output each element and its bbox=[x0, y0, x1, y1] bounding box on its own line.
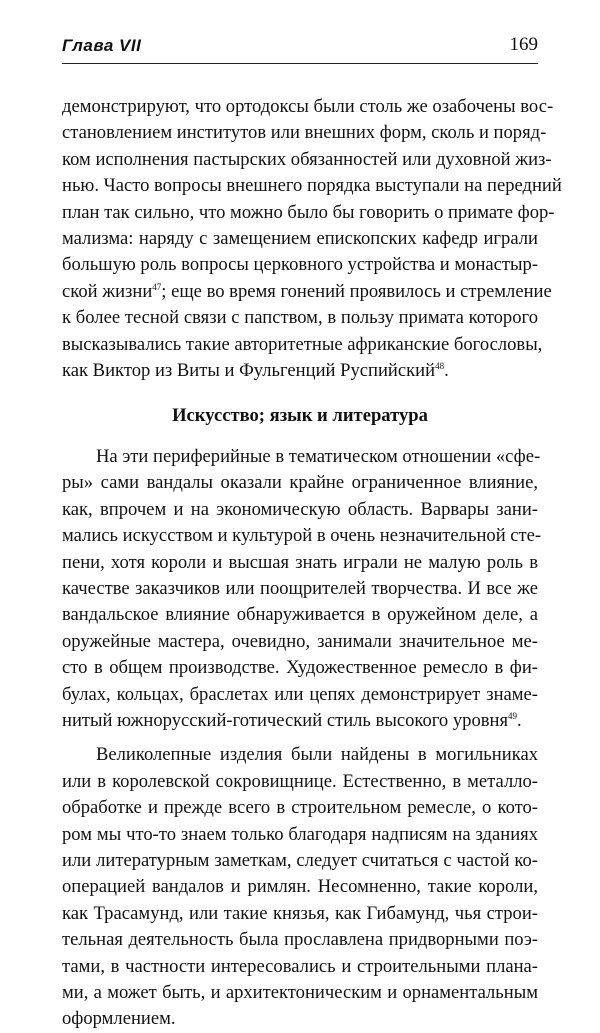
text-line: к более тесной связи с папством, в пользу примата которого bbox=[62, 307, 538, 329]
text-line: ми, а может быть, и архитектоническим и орнаментальным bbox=[62, 982, 538, 1003]
line-text-after: . bbox=[517, 709, 522, 731]
text-line: булах, кольцах, браслетах или цепях демонстрирует знаме- bbox=[62, 683, 538, 705]
text-line bbox=[62, 708, 538, 734]
chapter-title: Глава VII bbox=[62, 36, 142, 55]
text-line: демонстрируют, что ортодоксы были столь же озабочены вос- bbox=[62, 96, 554, 117]
text-line: или литературным заметкам, следует считаться с частой ко- bbox=[62, 849, 538, 871]
line-text-after: ; еще во время гонений проявилось и стремление bbox=[161, 280, 552, 302]
text-line: или в королевской сокровищнице. Естественно, в металло- bbox=[62, 770, 538, 792]
paragraph-2 bbox=[62, 444, 542, 734]
line-text-after: . bbox=[444, 360, 449, 382]
line-text: как Виктор из Виты и Фульгенций Руспийский bbox=[62, 360, 436, 382]
text-line: ры» сами вандалы оказали крайне ограниченное влияние, bbox=[62, 472, 538, 494]
text-line bbox=[62, 279, 552, 305]
text-line: становлением институтов или внешних форм, сколь и поряд- bbox=[62, 122, 547, 144]
text-line: оружейные мастера, очевидно, занимали значительное ме- bbox=[62, 630, 538, 652]
text-line: качестве заказчиков или поощрителей творчества. И все же bbox=[62, 577, 538, 599]
text-line: вандальское влияние обнаруживается в оружейном деле, а bbox=[62, 604, 538, 626]
footnote-ref: 48 bbox=[435, 360, 445, 371]
paragraph-3 bbox=[62, 742, 538, 1032]
text-line: мализма: наряду с замещением епископских кафедр играли bbox=[62, 228, 538, 250]
footnote-ref: 47 bbox=[152, 281, 162, 292]
text-line: большую роль вопросы церковного устройства и монастыр- bbox=[62, 254, 539, 276]
paragraph-gap bbox=[62, 734, 538, 742]
text-line: как Трасамунд, или такие князья, как Гибамунд, чья строи- bbox=[62, 902, 538, 924]
text-line: план так сильно, что можно было бы говорить о примате фор- bbox=[62, 201, 555, 223]
text-line: Великолепные изделия были найдены в могильниках bbox=[96, 744, 538, 766]
text-line: На эти периферийные в тематическом отношении «сфе- bbox=[96, 445, 541, 467]
text-line: сто в общем производстве. Художественное ремесло в фи- bbox=[62, 657, 538, 679]
text-line: мались искусством и культурой в очень незначительной сте- bbox=[62, 525, 542, 547]
header-rule bbox=[62, 63, 538, 64]
text-line: как, впрочем и на экономическую область. Варвары зани- bbox=[62, 498, 538, 520]
text-line: тельная деятельность была прославлена придворными поэ- bbox=[62, 929, 538, 951]
text-line: ром мы что-то знаем только благодаря надписям на зданиях bbox=[62, 823, 538, 845]
paragraph-1 bbox=[62, 94, 562, 384]
page-number: 169 bbox=[509, 34, 538, 55]
footnote-ref: 49 bbox=[508, 710, 518, 721]
text-line: нью. Часто вопросы внешнего порядка выступали на передний bbox=[62, 175, 562, 197]
text-line: оформлением. bbox=[62, 1008, 176, 1030]
text-line: ком исполнения пастырских обязанностей или духовной жиз- bbox=[62, 148, 552, 170]
text-line: обработке и прежде всего в строительном ремесле, о кото- bbox=[62, 797, 538, 819]
text-line: операцией вандалов и римлян. Несомненно, такие короли, bbox=[62, 876, 538, 898]
section-heading: Искусство; язык и литература bbox=[172, 405, 428, 427]
running-header bbox=[62, 36, 538, 68]
text-line: тами, в частности интересовались и строительными плана- bbox=[62, 955, 538, 977]
body-text bbox=[62, 94, 562, 1033]
line-text: ской жизни bbox=[62, 280, 153, 302]
line-text: нитый южнорусский-готический стиль высокого уровня bbox=[62, 709, 509, 731]
text-line: высказывались такие авторитетные африканские богословы, bbox=[62, 333, 543, 355]
text-line: пени, хотя короли и высшая знать играли не малую роль в bbox=[62, 551, 538, 573]
text-line bbox=[62, 358, 538, 384]
